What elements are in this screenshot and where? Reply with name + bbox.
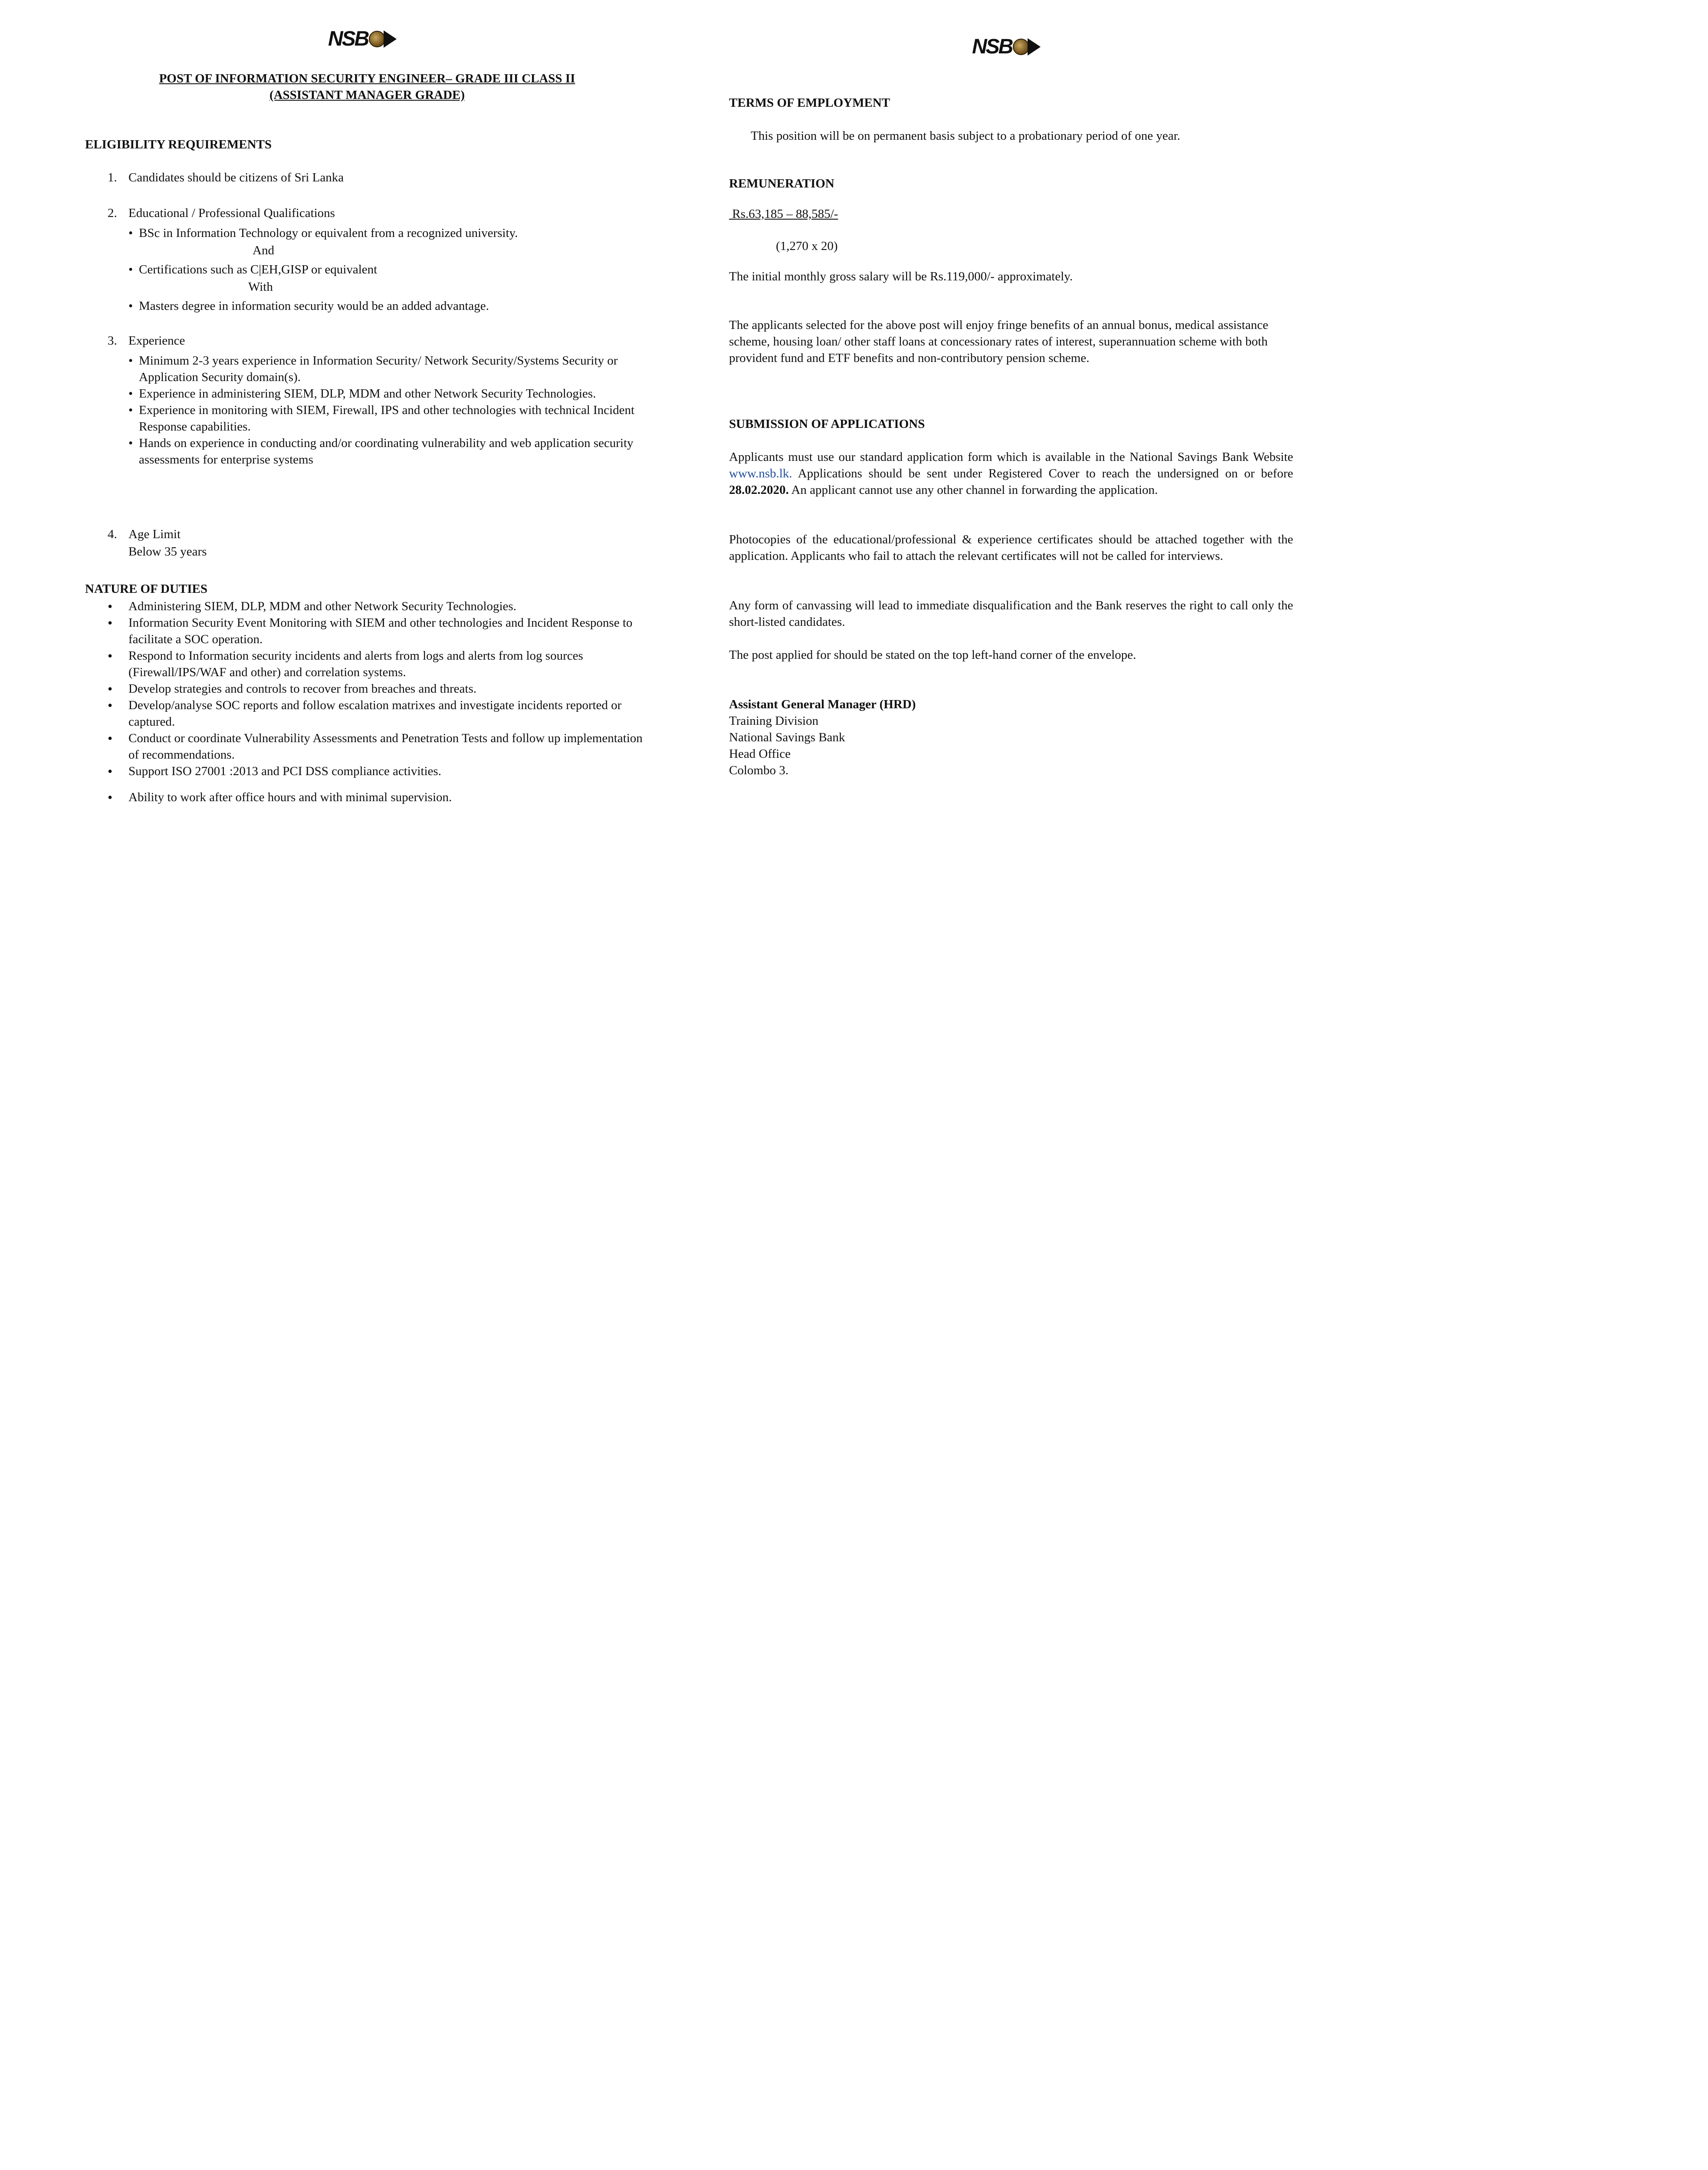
list-item: • Minimum 2-3 years experience in Information Security/ Network Security/Systems Security or Application Security domain(s). [128, 352, 636, 385]
submission-heading: SUBMISSION OF APPLICATIONS [729, 417, 925, 431]
list-item: • Develop strategies and controls to recover from breaches and threats. [85, 681, 649, 697]
eligibility-heading: ELIGIBILITY REQUIREMENTS [85, 138, 272, 151]
experience-list [128, 352, 636, 468]
and-connector: And [253, 243, 274, 257]
list-item: • Hands on experience in conducting and/or coordinating vulnerability and web application security assessments for enterprise systems [128, 435, 636, 468]
logo-coin-icon [1013, 39, 1029, 55]
qualification-2 [128, 261, 649, 278]
logo-text: NSB [328, 27, 368, 50]
submission-text: An applicant cannot use any other channel in forwarding the application. [788, 483, 1158, 497]
item-text: Age Limit [128, 527, 181, 541]
item-text: Educational / Professional Qualifications [128, 206, 335, 220]
terms-text: This position will be on permanent basis subject to a probationary period of one year. [751, 129, 1180, 143]
canvassing-paragraph: Any form of canvassing will lead to immediate disqualification and the Bank reserves the right to call only the short-listed candidates. [729, 598, 1293, 629]
submission-paragraph [729, 449, 1293, 498]
item-number: 1. [108, 171, 117, 184]
submission-text: Applications should be sent under Registered Cover to reach the undersigned on or before [792, 467, 1293, 480]
list-item: • Masters degree in information security would be an added advantage. [128, 298, 649, 314]
list-item: • Conduct or coordinate Vulnerability Assessments and Penetration Tests and follow up implementation of recommendations. [85, 730, 649, 763]
with-connector: With [248, 280, 273, 294]
list-item: • Information Security Event Monitoring with SIEM and other technologies and Incident Response to facilitate a SOC operation. [85, 615, 649, 648]
gross-salary: The initial monthly gross salary will be Rs.119,000/- approximately. [729, 270, 1073, 283]
list-item: • Administering SIEM, DLP, MDM and other Network Security Technologies. [85, 598, 649, 615]
list-item: • Certifications such as C|EH,GISP or equivalent [128, 261, 649, 278]
nsb-logo [328, 27, 397, 50]
submission-text: Applicants must use our standard application form which is available in the National Savings Bank Website [729, 450, 1293, 464]
logo-arrow-icon [384, 30, 397, 48]
item-number: 4. [108, 527, 117, 541]
logo-arrow-icon [1028, 38, 1041, 56]
photocopies-paragraph: Photocopies of the educational/professional & experience certificates should be attached together with the application. Applicants who fail to attach the relevant certificates will not be called for interviews. [729, 533, 1293, 563]
list-item: • Experience in administering SIEM, DLP, MDM and other Network Security Technologies. [128, 385, 636, 402]
address-block [729, 713, 845, 779]
deadline-date: 28.02.2020. [729, 483, 789, 497]
nsb-logo [972, 35, 1041, 58]
duties-list [85, 598, 649, 806]
terms-heading: TERMS OF EMPLOYMENT [729, 96, 890, 110]
address-line: National Savings Bank [729, 730, 845, 744]
logo-coin-icon [369, 31, 385, 47]
age-limit-value: Below 35 years [128, 545, 207, 559]
duties-heading: NATURE OF DUTIES [85, 582, 207, 596]
item-number: 3. [108, 334, 117, 348]
post-title-line2: (ASSISTANT MANAGER GRADE) [269, 88, 465, 102]
list-item: • Develop/analyse SOC reports and follow escalation matrixes and investigate incidents reported or captured. [85, 697, 649, 730]
qualification-1 [128, 225, 649, 241]
list-item: • BSc in Information Technology or equivalent from a recognized university. [128, 225, 649, 241]
list-item: • Ability to work after office hours and with minimal supervision. [85, 789, 649, 806]
benefits-paragraph: The applicants selected for the above post will enjoy fringe benefits of an annual bonus, medical assistance scheme, housing loan/ other staff loans at concessionary rates of interest, superannuation scheme with both provident fund and ETF benefits and non-contributory pension scheme. [729, 318, 1268, 365]
website-link[interactable]: www.nsb.lk. [729, 467, 792, 480]
salary-scale: Rs.63,185 – 88,585/- [729, 207, 838, 221]
remuneration-heading: REMUNERATION [729, 177, 834, 191]
signatory-title: Assistant General Manager (HRD) [729, 697, 916, 711]
list-item: • Respond to Information security incidents and alerts from logs and alerts from log sources (Firewall/IPS/WAF and other) and correlation systems. [85, 648, 649, 681]
item-number: 2. [108, 206, 117, 220]
logo-text: NSB [972, 35, 1012, 58]
qualification-3 [128, 298, 649, 314]
list-item: • Support ISO 27001 :2013 and PCI DSS compliance activities. [85, 763, 649, 779]
list-item: • Experience in monitoring with SIEM, Firewall, IPS and other technologies with technical Incident Response capabilities. [128, 402, 636, 435]
address-line: Head Office [729, 747, 791, 761]
item-text: Candidates should be citizens of Sri Lanka [128, 171, 344, 184]
post-title-line1: POST OF INFORMATION SECURITY ENGINEER– GRADE III CLASS II [159, 72, 575, 85]
address-line: Colombo 3. [729, 763, 788, 777]
envelope-paragraph: The post applied for should be stated on the top left-hand corner of the envelope. [729, 648, 1136, 662]
salary-increment: (1,270 x 20) [776, 239, 838, 253]
item-text: Experience [128, 334, 185, 348]
address-line: Training Division [729, 714, 818, 728]
